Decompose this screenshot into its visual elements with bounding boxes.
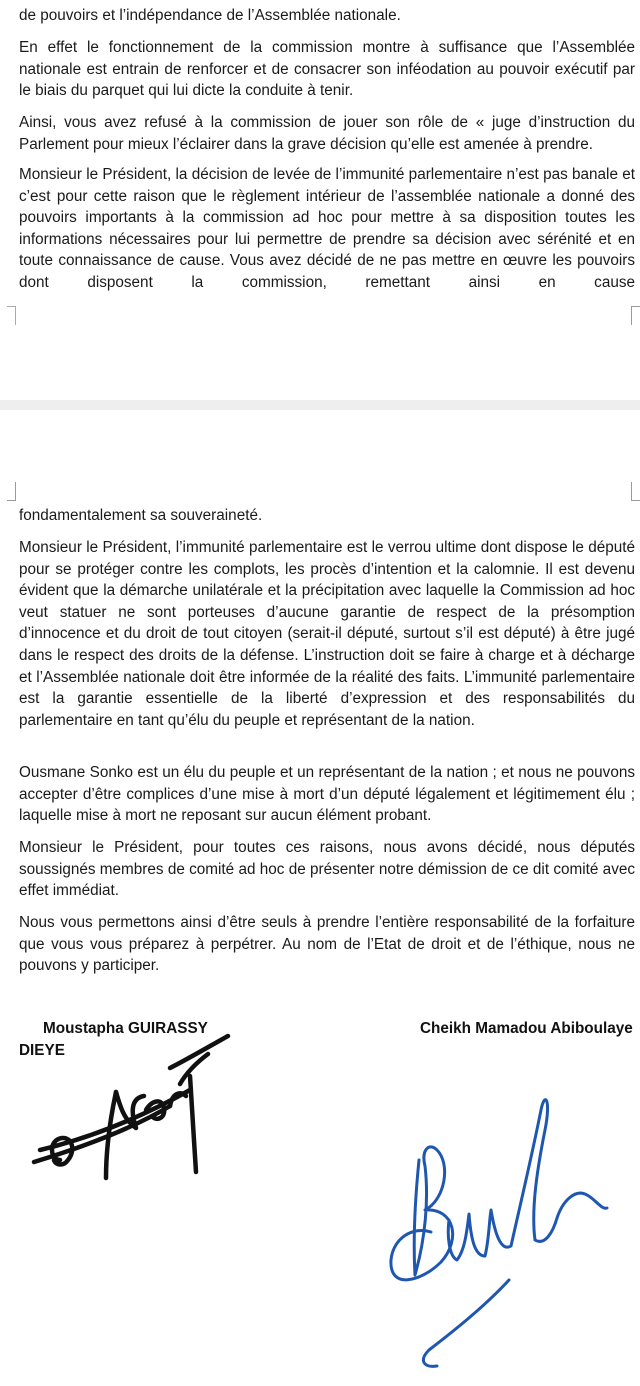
document-page-2	[0, 410, 640, 1386]
paragraph-4: Monsieur le Président, la décision de levée de l’immunité parlementaire n’est pas banale et c’est pour cette raison que le règlement intérieur de l’assemblée nationale a donné des pouvoirs importants à la commission ad hoc pour mettre à sa disposition toutes les informations nécessaires pour lui permettre de prendre sa décision avec sérénité et en toute connaissance de cause. Vous avez décidé de ne pas mettre en œuvre les pouvoirs dont disposent la commission, remettant ainsi en cause	[19, 166, 635, 291]
paragraph-7: Ousmane Sonko est un élu du peuple et un représentant de la nation ; et nous ne pouvons accepter d’être complices d’une mise à mort d’un député légalement et légitimement élu ; laquelle mise à mort ne reposant sur aucun élément probant.	[19, 764, 635, 825]
page-corner-mark	[7, 482, 16, 501]
paragraph-9: Nous vous permettons ainsi d’être seuls à prendre l’entière responsabilité de la forfaiture que vous vous préparez à perpétrer. Au nom de l’Etat de droit et de l’éthique, nous ne pouvons y participer.	[19, 914, 635, 975]
paragraph-8: Monsieur le Président, pour toutes ces raisons, nous avons décidé, nous députés soussignés membres de comité ad hoc de présenter notre démission de ce dit comité avec effet immédiat.	[19, 839, 635, 900]
signature-right-handwritten	[385, 1050, 625, 1370]
paragraph-3: Ainsi, vous avez refusé à la commission de jouer son rôle de « juge d’instruction du Parlement pour mieux l’éclairer dans la grave décision qu’elle est amenée à prendre.	[19, 114, 635, 153]
signature-left-handwritten	[20, 1010, 240, 1190]
page-corner-mark	[631, 482, 640, 501]
paragraph-2: En effet le fonctionnement de la commission montre à suffisance que l’Assemblée nationale est entrain de renforcer et de consacrer son inféodation au pouvoir exécutif par le biais du parquet qui lui dicte la conduite à tenir.	[19, 39, 635, 100]
paragraph-1: de pouvoirs et l’indépendance de l’Assemblée nationale.	[19, 7, 401, 24]
signatory-right-name: Cheikh Mamadou Abiboulaye	[420, 1020, 633, 1037]
page-corner-mark	[7, 306, 16, 325]
signatory-left-name: Moustapha GUIRASSY	[43, 1020, 208, 1037]
signatory-left-name-continued: DIEYE	[19, 1042, 65, 1059]
paragraph-6: Monsieur le Président, l’immunité parlementaire est le verrou ultime dont dispose le député pour se protéger contre les complots, les procès d’intention et la calomnie. Il est devenu évident que la démarche unilatérale et la précipitation avec laquelle la Commission ad hoc veut statuer ne sont porteuses d’aucune garantie de respect de la présomption d’innocence et du droit de tout citoyen (serait-il député, surtout s’il est député) à être jugé dans le respect des droits de la défense. L’instruction doit se faire à charge et à décharge et l’Assemblée nationale doit être informée de la réalité des faits. L’immunité parlementaire est la garantie essentielle de la liberté d’expression et des responsabilités du parlementaire en tant qu’élu du peuple et représentant de la nation.	[19, 539, 635, 729]
page-corner-mark	[631, 306, 640, 325]
page-break-gap	[0, 400, 640, 410]
paragraph-5: fondamentalement sa souveraineté.	[19, 507, 263, 524]
document-page-1	[0, 0, 640, 400]
